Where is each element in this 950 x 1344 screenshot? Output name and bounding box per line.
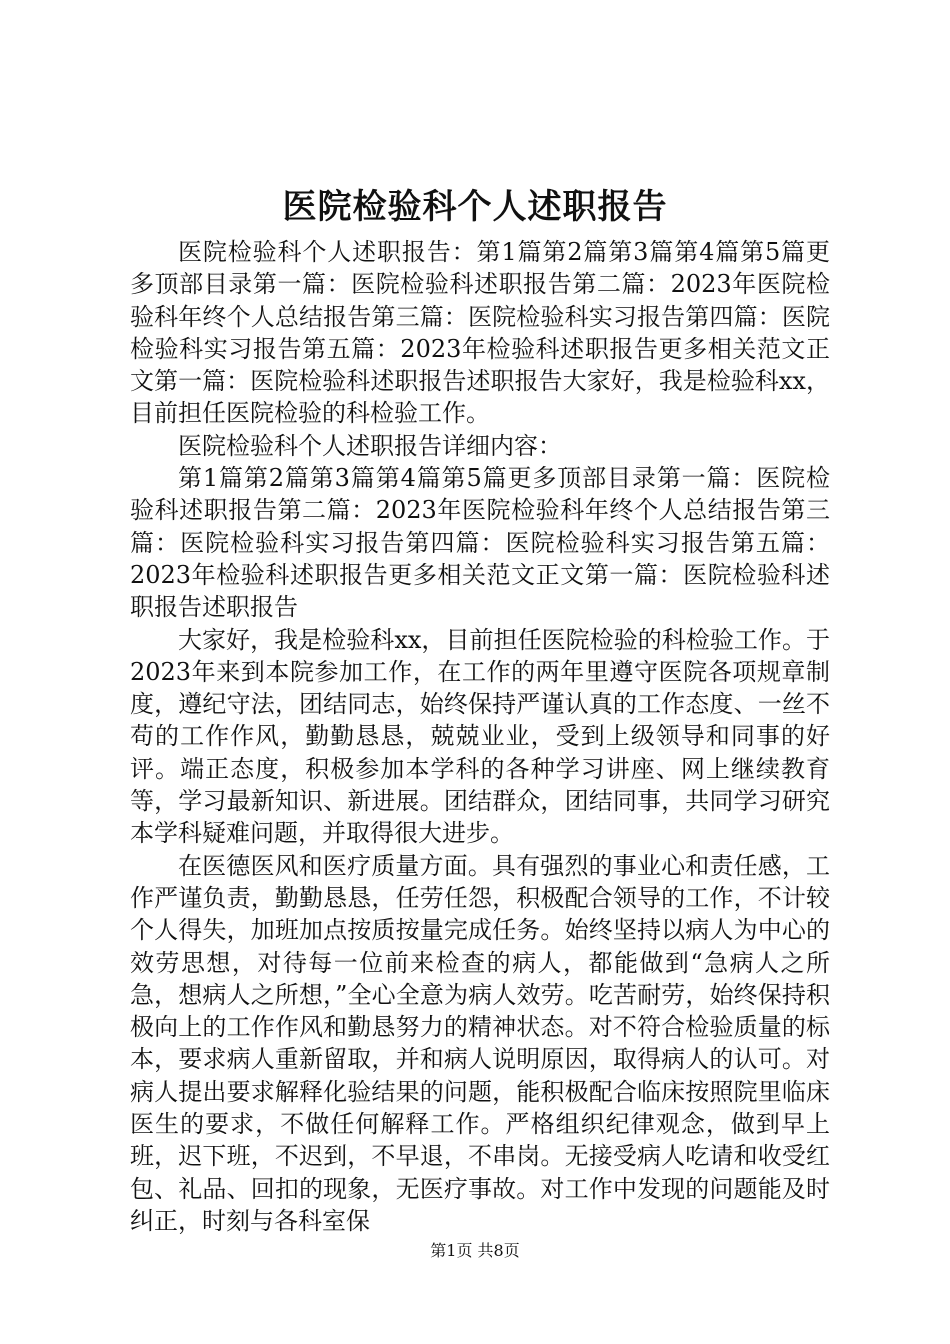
document-body xyxy=(130,236,830,1237)
document-title: 医院检验科个人述职报告 xyxy=(282,187,668,227)
paragraph-medical-ethics: 在医德医风和医疗质量方面。具有强烈的事业心和责任感，工作严谨负责，勤勤恳恳，任劳任怨，积极配合领导的工作，不计较个人得失，加班加点按质按量完成任务。始终坚持以病人为中心的效劳思想，对待每一位前来检查的病人，都能做到“急病人之所急，想病人之所想，”全心全意为病人效劳。吃苦耐劳，始终保持积极向上的工作作风和勤恳努力的精神状态。对不符合检验质量的标本，要求病人重新留取，并和病人说明原因，取得病人的认可。对病人提出要求解释化验结果的问题，能积极配合临床按照院里临床医生的要求，不做任何解释工作。严格组织纪律观念，做到早上班，迟下班，不迟到，不早退，不串岗。无接受病人吃请和收受红包、礼品、回扣的现象，无医疗事故。对工作中发现的问题能及时纠正，时刻与各科室保 xyxy=(130,851,830,1235)
page-footer: 第1页 共8页 xyxy=(430,1241,520,1260)
paragraph-intro: 医院检验科个人述职报告：第1篇第2篇第3篇第4篇第5篇更多顶部目录第一篇：医院检验科述职报告第二篇：2023年医院检验科年终个人总结报告第三篇：医院检验科实习报告第四篇：医院检验科实习报告第五篇：2023年检验科述职报告更多相关范文正文第一篇：医院检验科述职报告述职报告大家好，我是检验科xx，目前担任医院检验的科检验工作。 xyxy=(130,238,830,428)
paragraph-greeting: 大家好，我是检验科xx，目前担任医院检验的科检验工作。于2023年来到本院参加工作，在工作的两年里遵守医院各项规章制度，遵纪守法，团结同志，始终保持严谨认真的工作态度、一丝不苟的工作作风，勤勤恳恳，兢兢业业，受到上级领导和同事的好评。端正态度，积极参加本学科的各种学习讲座、网上继续教育等，学习最新知识、新进展。团结群众，团结同事，共同学习研究本学科疑难问题，并取得很大进步。 xyxy=(130,625,830,848)
paragraph-details-heading: 医院检验科个人述职报告详细内容： xyxy=(178,431,562,460)
paragraph-contents: 第1篇第2篇第3篇第4篇第5篇更多顶部目录第一篇：医院检验科述职报告第二篇：2023年医院检验科年终个人总结报告第三篇：医院检验科实习报告第四篇：医院检验科实习报告第五篇：2023年检验科述职报告更多相关范文正文第一篇：医院检验科述职报告述职报告 xyxy=(130,464,830,622)
